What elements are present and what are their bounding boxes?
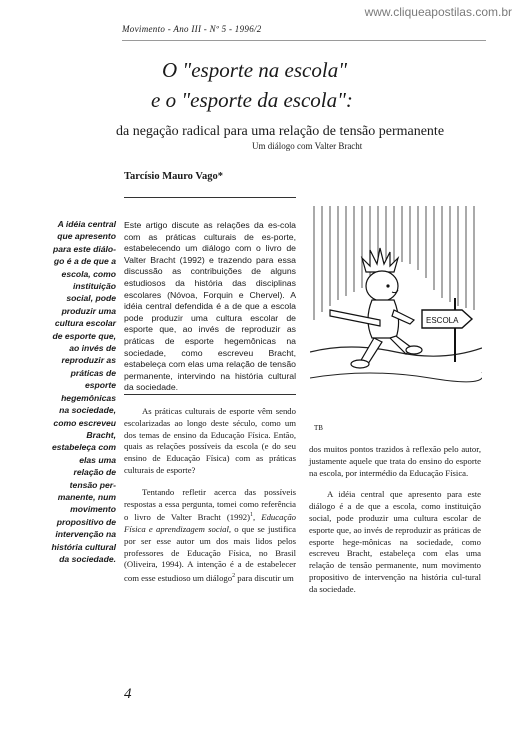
header-divider [122, 40, 486, 41]
cartoon-sign-text: ESCOLA [426, 316, 459, 325]
body-text: para discutir um [235, 573, 294, 584]
pull-quote: A idéia central que apresento para este diálo-go é a de que a escola, como instituição social, pode produzir uma cultura escolar de esporte que, ao invés de reproduzir as práticas de esporte hegemônicas na sociedade, como escreveu Bracht, estabeleça com elas uma relação de tensão per-manente, num movimento propositivo de intervenção na história cultural da sociedade. [51, 219, 116, 564]
footnote-ref: 1 [250, 512, 254, 519]
body-paragraph: As práticas culturais de esporte vêm sendo escolarizadas ao longo deste século, como um dos temas de ensino da Educação Física. Então, quais as relações possíveis da escola (e do seu ensino de Educação Física) com as práticas culturais de esporte? [124, 406, 296, 475]
journal-header: Movimento - Ano III - Nº 5 - 1996/2 [122, 24, 262, 34]
article-subtitle: da negação radical para uma relação de tensão permanente [116, 124, 445, 139]
body-column-left [124, 406, 296, 595]
cartoon-illustration [310, 202, 482, 438]
abstract-bottom-rule [124, 394, 296, 395]
body-column-right [309, 444, 481, 606]
article-title-line2: e o "esporte da escola": [151, 88, 353, 112]
page-number: 4 [124, 686, 132, 702]
body-paragraph: A idéia central que apresento para este diálogo é a de que a escola, como instituição social, pode produzir uma cultura escolar de esporte que, ao invés de reproduzir as práticas de esporte hege-mônicas na sociedade, como escreveu Bracht, estabeleça com elas uma relação de tensão permanente, num movimento propositivo de intervenção na história cul-tural da sociedade. [309, 489, 481, 594]
footnote-ref: 2 [232, 573, 236, 580]
body-text: Tentando refletir acerca das possíveis respostas a essa pergunta, tomei como referência o livro de Valter Bracht (1992) [124, 486, 296, 523]
body-paragraph: dos muitos pontos trazidos à reflexão pelo autor, justamente aquele que trata do ensino do esporte na escola, por intermédio da Educação Física. [309, 444, 481, 478]
cartoon-signature: TB [314, 424, 323, 432]
body-text: o que se justifica por ser esse autor um dos mais lidos pelos professores de Educação Física, no Brasil (Oliveira, 1994). A intenção é a de estabelecer com esse estudioso um diálogo [124, 524, 296, 584]
article-title-line1: O "esporte na escola" [162, 58, 348, 82]
book-title: Educação Física e aprendizagem social, [124, 512, 297, 535]
article-author: Tarcísio Mauro Vago* [124, 171, 223, 182]
abstract-top-rule [124, 197, 296, 198]
abstract-text: Este artigo discute as relações da es-cola com as práticas culturais de es-porte, estabelecendo um diálogo com o livro de Valter Bracht (1992) e trazendo para essa discussão as contribuições de alguns estudiosos da história das disciplinas escolares (Nóvoa, Forquin e Chervel). A idéia central defendida é a de que a escola pode produzir uma cultura escolar de esporte que, ao invés de reproduzir as práticas de esporte hegemônicas na sociedade, como escreveu Bracht, estabeleça com elas uma relação de tensão permanente, intervindo na história cultural da sociedade. [124, 220, 296, 393]
article-subtitle-2: Um diálogo com Valter Bracht [252, 141, 363, 151]
body-paragraph: Tentando refletir acerca das possíveis respostas a essa pergunta, tomei como referência o livro de Valter Bracht $(1992)^1$, Educação Física e aprendizagem social, o que se justifica por ser esse autor um dos mais lidos pelos professores de Educação Física, no Brasil (Oliveira, 1994). A intenção é a de estabelecer com esse estudioso um diálogo$^2$ para discutir um [124, 486, 297, 584]
watermark-url: www.cliqueapostilas.com.br [364, 5, 512, 19]
